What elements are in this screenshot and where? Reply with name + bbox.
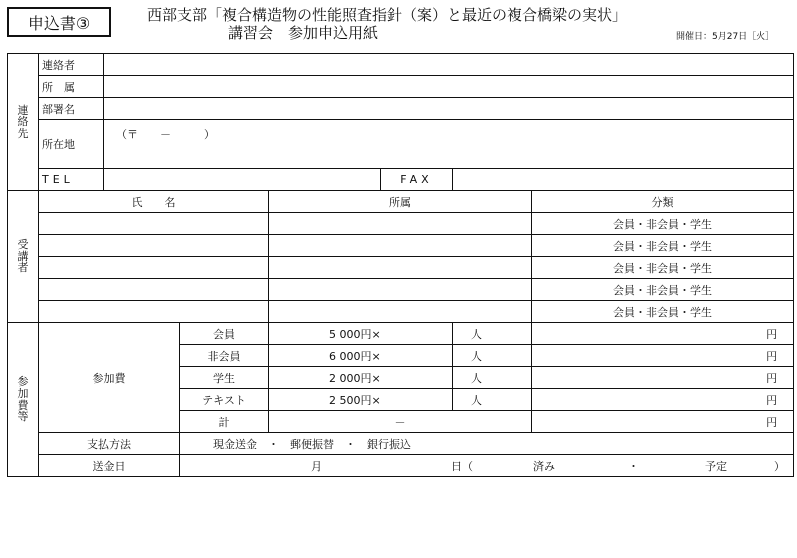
attendee-name-field[interactable]	[39, 235, 269, 257]
event-date: 開催日：5月27日［火］	[676, 32, 775, 42]
fee-label: 参加費	[39, 323, 180, 433]
fee-amount-student[interactable]: 円	[532, 367, 794, 389]
fee-type-member: 会員	[180, 323, 269, 345]
attendee-category-options[interactable]: 会員・非会員・学生	[532, 279, 794, 301]
address-field[interactable]	[104, 120, 794, 169]
fee-price-member: 5 000円×	[269, 323, 453, 345]
attendee-affiliation-header: 所属	[269, 191, 532, 213]
fee-price-nonmember: 6 000円×	[269, 345, 453, 367]
attendee-category-header: 分類	[532, 191, 794, 213]
attendee-row	[8, 301, 794, 323]
attendee-category-options[interactable]: 会員・非会員・学生	[532, 235, 794, 257]
postal-code-template: （〒 － ）	[116, 128, 215, 141]
attendee-affiliation-field[interactable]	[269, 301, 532, 323]
fees-section-label: 参加費等	[8, 323, 39, 477]
tel-label: TEL	[39, 169, 104, 191]
contact-person-field[interactable]	[104, 54, 794, 76]
form-number: 申込書③	[7, 7, 111, 37]
fee-people-student[interactable]: 人	[453, 367, 532, 389]
transfer-planned-option[interactable]: 予定	[705, 460, 727, 473]
contact-person-label: 連絡者	[39, 54, 104, 76]
transfer-done-option[interactable]: 済み	[533, 460, 555, 473]
payment-method-label: 支払方法	[39, 433, 180, 455]
payment-method-options[interactable]: 現金送金 ・ 郵便振替 ・ 銀行振込	[180, 433, 794, 455]
fee-people-nonmember[interactable]: 人	[453, 345, 532, 367]
fee-people-text[interactable]: 人	[453, 389, 532, 411]
attendee-name-header: 氏 名	[39, 191, 269, 213]
transfer-date-label: 送金日	[39, 455, 180, 477]
contact-section-label: 連絡先	[8, 54, 39, 191]
fax-label: FAX	[381, 169, 453, 191]
affiliation-label: 所 属	[39, 76, 104, 98]
attendee-category-options[interactable]: 会員・非会員・学生	[532, 257, 794, 279]
attendee-name-field[interactable]	[39, 279, 269, 301]
affiliation-field[interactable]	[104, 76, 794, 98]
attendee-affiliation-field[interactable]	[269, 257, 532, 279]
fax-field[interactable]	[453, 169, 794, 191]
fee-amount-nonmember[interactable]: 円	[532, 345, 794, 367]
attendee-affiliation-field[interactable]	[269, 279, 532, 301]
fee-type-text: テキスト	[180, 389, 269, 411]
transfer-option-separator: ・	[628, 460, 639, 473]
address-label: 所在地	[39, 120, 104, 169]
transfer-close-paren: ）	[774, 460, 785, 473]
fee-people-member[interactable]: 人	[453, 323, 532, 345]
department-field[interactable]	[104, 98, 794, 120]
attendee-name-field[interactable]	[39, 257, 269, 279]
attendee-name-field[interactable]	[39, 213, 269, 235]
attendee-name-field[interactable]	[39, 301, 269, 323]
fee-total-dash: －	[269, 411, 532, 433]
tel-field[interactable]	[104, 169, 381, 191]
form-subtitle: 講習会 参加申込用紙	[228, 24, 379, 42]
transfer-day-label: 日（	[451, 460, 473, 473]
fee-price-student: 2 000円×	[269, 367, 453, 389]
attendee-row	[8, 213, 794, 235]
fee-total-amount[interactable]: 円	[532, 411, 794, 433]
attendee-category-options[interactable]: 会員・非会員・学生	[532, 301, 794, 323]
department-label: 部署名	[39, 98, 104, 120]
attendee-row	[8, 235, 794, 257]
fee-amount-text[interactable]: 円	[532, 389, 794, 411]
attendee-row	[8, 257, 794, 279]
attendee-affiliation-field[interactable]	[269, 235, 532, 257]
attendee-affiliation-field[interactable]	[269, 213, 532, 235]
fee-total-label: 計	[180, 411, 269, 433]
attendee-row	[8, 279, 794, 301]
transfer-date-field[interactable]	[180, 455, 794, 477]
application-form-table	[7, 53, 794, 477]
attendee-category-options[interactable]: 会員・非会員・学生	[532, 213, 794, 235]
fee-price-text: 2 500円×	[269, 389, 453, 411]
attendees-section-label: 受講者	[8, 191, 39, 323]
fee-type-nonmember: 非会員	[180, 345, 269, 367]
transfer-month-label: 月	[311, 460, 322, 473]
fee-type-student: 学生	[180, 367, 269, 389]
form-title: 西部支部「複合構造物の性能照査指針（案）と最近の複合橋梁の実状」	[147, 6, 628, 24]
fee-amount-member[interactable]: 円	[532, 323, 794, 345]
